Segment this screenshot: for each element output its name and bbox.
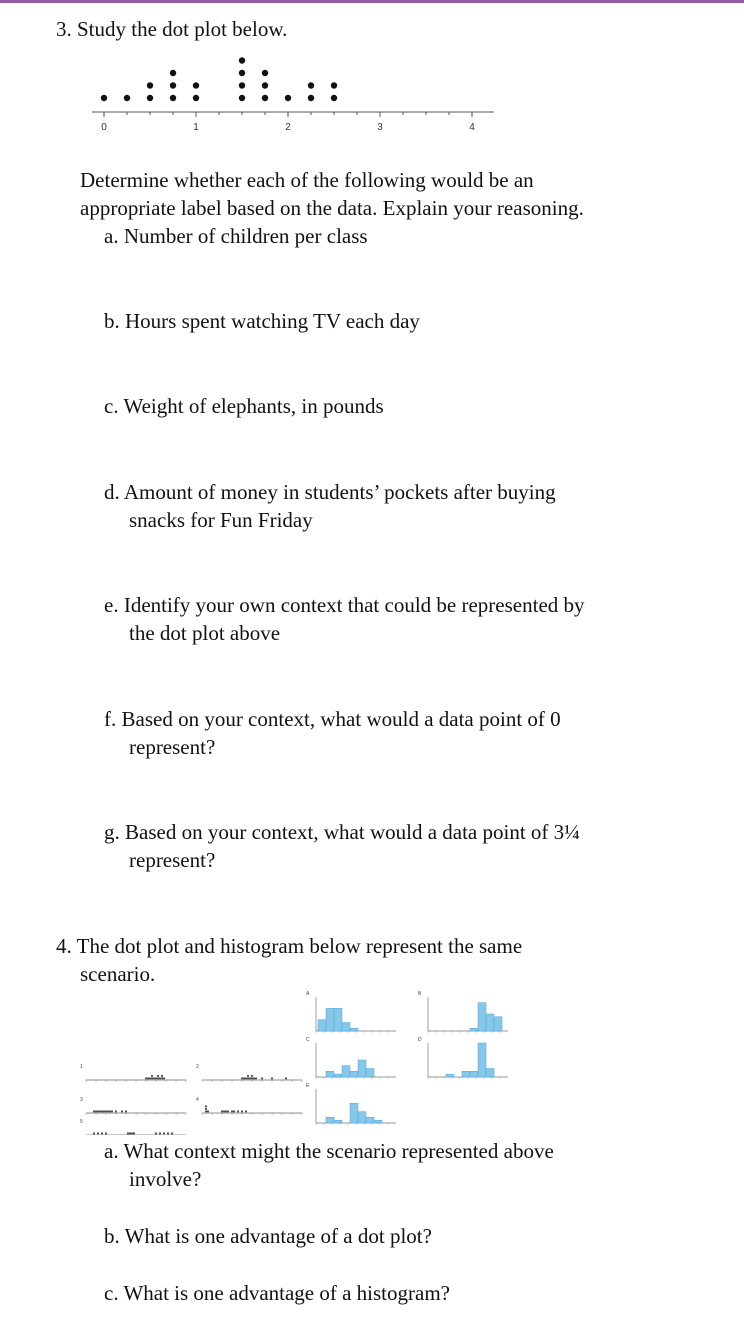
dotplot-4 (202, 1106, 302, 1116)
dotplot-1 (86, 1075, 186, 1082)
q3-item-d-line1: d. Amount of money in students’ pockets after buying (104, 480, 556, 504)
dotplot-panel-label: 2 (196, 1064, 199, 1070)
dot-plot-dot (170, 82, 176, 88)
dot-plot-dot (285, 95, 291, 101)
histogram-e (316, 1089, 396, 1125)
q3-instruction-line1: Determine whether each of the following would be an (80, 168, 534, 192)
q3-item-d-line2: snacks for Fun Friday (129, 508, 313, 532)
dot-plot-dot (308, 82, 314, 88)
q3-instruction-line2: appropriate label based on the data. Explain your reasoning. (80, 196, 584, 220)
dot-plot-dot (331, 95, 337, 101)
dot-plot-dot (262, 82, 268, 88)
dotplot-panel-label: 1 (80, 1064, 83, 1070)
dot-plot-dot (308, 95, 314, 101)
dot-plot-dot (262, 70, 268, 76)
histogram-b (428, 997, 508, 1033)
q4-item-a-line1: a. What context might the scenario represented above (104, 1139, 554, 1163)
dot-plot-tick-label: 0 (101, 122, 107, 133)
q4-dotplot-histogram-figure (0, 985, 744, 1135)
q3-dot-plot (0, 40, 744, 180)
dot-plot-tick-label: 2 (285, 122, 291, 133)
histogram-panel-label: D (418, 1037, 422, 1043)
dot-plot-dot (170, 70, 176, 76)
dotplot-panel-label: 4 (196, 1097, 199, 1103)
dot-plot-dot (239, 82, 245, 88)
q4-item-c: c. What is one advantage of a histogram? (104, 1281, 450, 1305)
dotplot-3 (86, 1111, 186, 1116)
dot-plot-dot (239, 95, 245, 101)
q4-heading-line2: scenario. (80, 962, 156, 986)
histogram-panel-label: C (306, 1037, 310, 1043)
q3-item-g-line1: g. Based on your context, what would a data point of 3¼ (104, 820, 580, 844)
q3-item-c: c. Weight of elephants, in pounds (104, 394, 384, 418)
q3-item-g-line2: represent? (129, 848, 216, 872)
histogram-a (316, 997, 396, 1033)
q3-item-e-line2: the dot plot above (129, 621, 281, 645)
dot-plot-dot (193, 95, 199, 101)
top-accent-bar (0, 0, 744, 3)
histogram-c (316, 1043, 396, 1079)
dot-plot-tick-label: 1 (193, 122, 199, 133)
histogram-d (428, 1043, 508, 1079)
dot-plot-dot (262, 95, 268, 101)
q3-item-e-line1: e. Identify your own context that could be represented by (104, 593, 585, 617)
histogram-panel-label: E (306, 1083, 310, 1089)
q4-item-a-line2: involve? (129, 1167, 202, 1191)
histogram-panel-label: B (418, 991, 422, 997)
q3-item-b: b. Hours spent watching TV each day (104, 309, 420, 333)
dot-plot-tick-label: 3 (377, 122, 383, 133)
q4-heading-line1: 4. The dot plot and histogram below represent the same (56, 934, 523, 958)
q3-heading: 3. Study the dot plot below. (56, 17, 288, 41)
histogram-panel-label: A (306, 991, 310, 997)
dot-plot-dot (331, 82, 337, 88)
q3-item-f-line2: represent? (129, 735, 216, 759)
dot-plot-dot (193, 82, 199, 88)
dot-plot-dot (124, 95, 130, 101)
q3-item-f-line1: f. Based on your context, what would a data point of 0 (104, 707, 561, 731)
dot-plot-tick-label: 4 (469, 122, 475, 133)
q4-item-b: b. What is one advantage of a dot plot? (104, 1224, 432, 1248)
dot-plot-dot (101, 95, 107, 101)
dotplot-2 (202, 1075, 302, 1082)
dotplot-panel-label: 3 (80, 1097, 83, 1103)
dotplot-5 (86, 1133, 186, 1136)
dot-plot-dot (147, 82, 153, 88)
dot-plot-dot (147, 95, 153, 101)
q3-item-a: a. Number of children per class (104, 224, 368, 248)
dot-plot-dot (170, 95, 176, 101)
dotplot-panel-label: 5 (80, 1119, 83, 1125)
dot-plot-dot (239, 57, 245, 63)
dot-plot-dot (239, 70, 245, 76)
